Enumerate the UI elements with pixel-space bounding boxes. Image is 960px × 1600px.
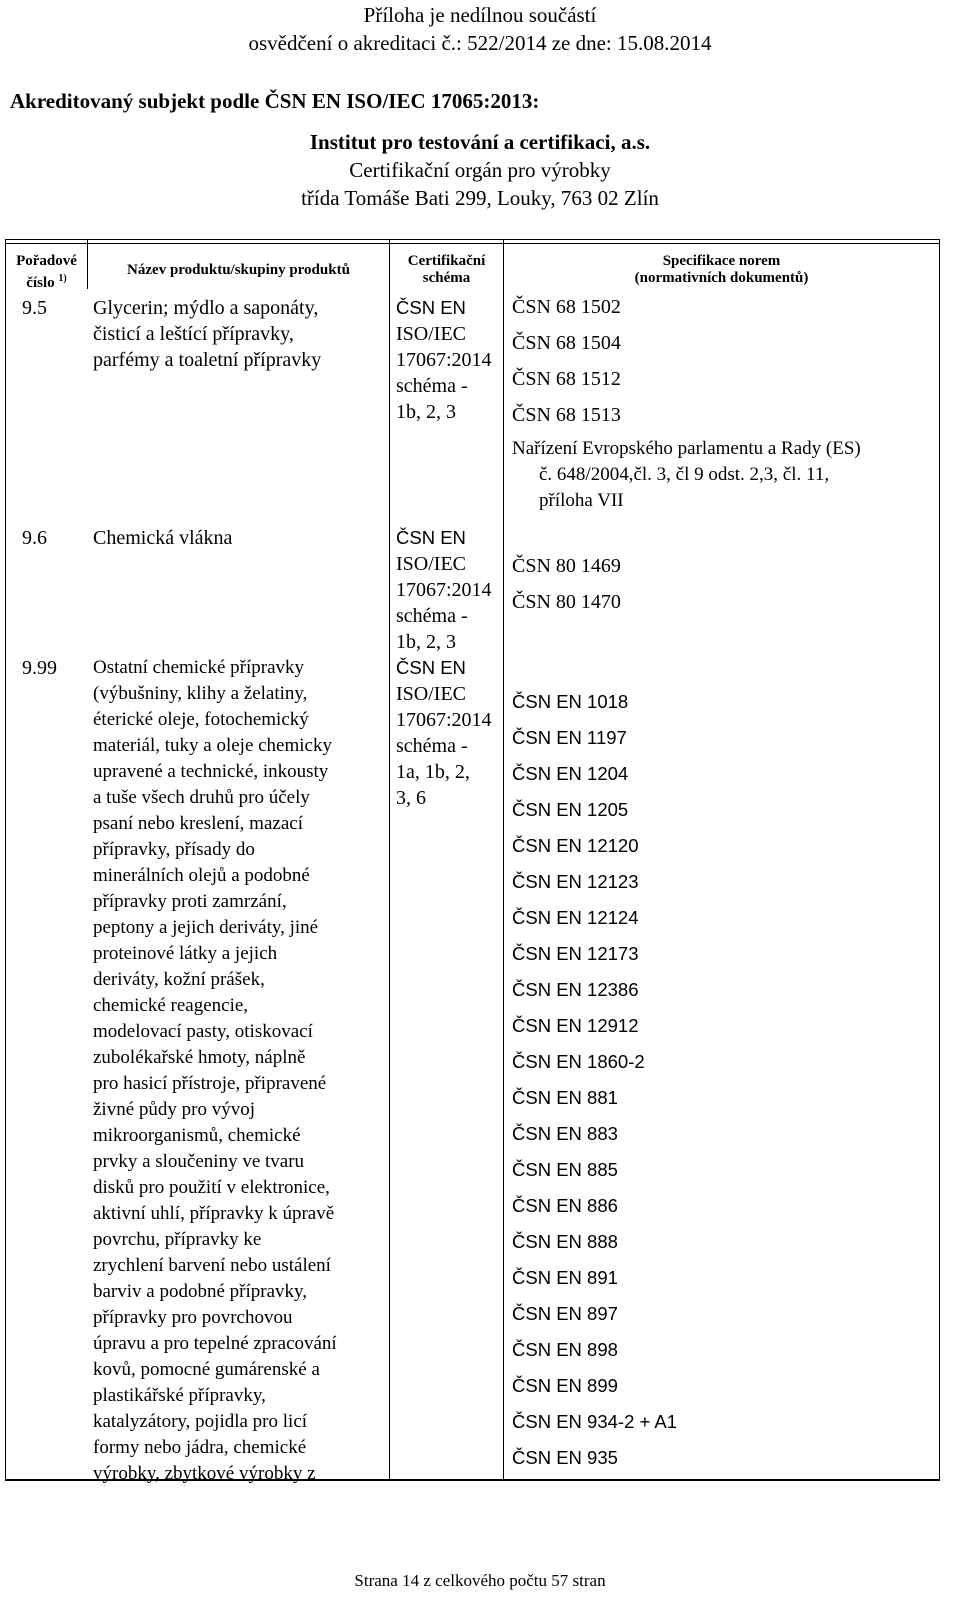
product-line: Glycerin; mýdlo a saponáty, (93, 297, 319, 319)
col-header-scheme-line2: schéma (422, 270, 471, 286)
scheme-line: ČSN EN (396, 527, 466, 548)
standard-item: ČSN EN 1860-2 (512, 1051, 645, 1072)
standard-item: ČSN 68 1504 (512, 332, 621, 354)
scheme-line: ČSN EN (396, 297, 466, 318)
product-line: zrychlení barvení nebo ustálení (93, 1255, 331, 1276)
certification-scheme (396, 655, 492, 811)
col-header-spec (504, 253, 939, 287)
scheme-line: 1a, 1b, 2, (396, 761, 470, 783)
product-line: aktivní uhlí, přípravky k úpravě (93, 1203, 335, 1224)
col-divider-2 (389, 239, 390, 1481)
institute-name: Institut pro testování a certifikaci, a.s. (309, 130, 651, 154)
standards-list (512, 684, 677, 1476)
scheme-line: 17067:2014 (396, 709, 492, 731)
regulation-line: Nařízení Evropského parlamentu a Rady (ES) (512, 438, 861, 459)
page-footer: Strana 14 z celkového počtu 57 stran (354, 1571, 606, 1590)
scheme-line: 3, 6 (396, 787, 426, 809)
scheme-line: 17067:2014 (396, 579, 492, 601)
standard-item: ČSN EN 934-2 + A1 (512, 1411, 678, 1432)
product-line: chemické reagencie, (93, 995, 249, 1016)
certification-body: Certifikační orgán pro výrobky (349, 158, 611, 182)
product-line: katalyzátory, pojidla pro licí (93, 1411, 308, 1432)
standard-item: ČSN EN 899 (512, 1375, 618, 1396)
col-header-product: Název produktu/skupiny produktů (127, 262, 350, 278)
standard-item: ČSN EN 886 (512, 1195, 618, 1216)
product-line: kovů, pomocné gumárenské a (93, 1359, 320, 1380)
standard-item: ČSN 68 1512 (512, 368, 621, 390)
product-name: Chemická vlákna (93, 527, 233, 549)
product-line: živné půdy pro vývoj (93, 1099, 256, 1120)
standard-item: ČSN EN 885 (512, 1159, 618, 1180)
product-line: plastikářské přípravky, (93, 1385, 266, 1406)
standard-item: ČSN EN 888 (512, 1231, 618, 1252)
product-line: zubolékařské hmoty, náplně (93, 1047, 306, 1068)
product-line: prvky a sloučeniny ve tvaru (93, 1151, 305, 1172)
standard-item: ČSN EN 898 (512, 1339, 618, 1360)
header-annex-note: Příloha je nedílnou součástí (363, 3, 597, 27)
col-header-order (6, 253, 87, 292)
product-line: barviv a podobné přípravky, (93, 1281, 308, 1302)
col-header-scheme-line1: Certifikační (407, 253, 486, 269)
regulation-line: č. 648/2004,čl. 3, čl 9 odst. 2,3, čl. 11, (539, 464, 830, 485)
standard-item: ČSN EN 12173 (512, 943, 639, 964)
standard-item: ČSN EN 12386 (512, 979, 639, 1000)
product-line: povrchu, přípravky ke (93, 1229, 262, 1250)
certification-scheme (396, 295, 492, 425)
product-line: přípravky pro povrchovou (93, 1307, 293, 1328)
standard-item: ČSN EN 935 (512, 1447, 618, 1468)
product-line: psaní nebo kreslení, mazací (93, 813, 303, 834)
standard-item: ČSN EN 897 (512, 1303, 618, 1324)
product-line: Ostatní chemické přípravky (93, 657, 305, 678)
product-line: parfémy a toaletní přípravky (93, 349, 322, 371)
product-line: přípravky, přísady do (93, 839, 255, 860)
product-line: (výbušniny, klihy a želatiny, (93, 683, 308, 704)
product-line: a tuše všech druhů pro účely (93, 787, 310, 808)
standards-list (512, 289, 621, 433)
standard-item: ČSN 80 1470 (512, 591, 621, 613)
regulation-note (512, 436, 937, 514)
product-line: čisticí a leštící přípravky, (93, 323, 294, 345)
product-line: peptony a jejich deriváty, jiné (93, 917, 319, 938)
product-line: mikroorganismů, chemické (93, 1125, 301, 1146)
standard-item: ČSN EN 12124 (512, 907, 639, 928)
standards-list (512, 548, 621, 620)
regulation-line: příloha VII (539, 490, 624, 511)
product-line: materiál, tuky a oleje chemicky (93, 735, 332, 756)
scheme-line: ČSN EN (396, 657, 466, 678)
standard-item: ČSN 68 1513 (512, 404, 621, 426)
row-number: 9.6 (22, 527, 47, 549)
standard-item: ČSN 68 1502 (512, 296, 621, 318)
col-divider-3 (503, 239, 504, 1481)
row-number: 9.99 (22, 657, 57, 679)
scheme-line: 17067:2014 (396, 349, 492, 371)
standard-item: ČSN EN 891 (512, 1267, 618, 1288)
standard-item: ČSN EN 12123 (512, 871, 639, 892)
col-header-spec-line2: (normativních dokumentů) (634, 270, 809, 286)
col-header-scheme (390, 253, 503, 287)
institute-address: třída Tomáše Bati 299, Louky, 763 02 Zlín (301, 186, 659, 210)
certification-scheme (396, 525, 492, 655)
col-header-order-line1: Pořadové (16, 253, 77, 269)
product-line: disků pro použití v elektronice, (93, 1177, 330, 1198)
product-line: minerálních olejů a podobné (93, 865, 310, 886)
col-header-order-word: číslo (26, 275, 55, 291)
standard-item: ČSN EN 12912 (512, 1015, 639, 1036)
product-line: formy nebo jádra, chemické (93, 1437, 307, 1458)
table-right-border (939, 239, 940, 1481)
product-line: deriváty, kožní prášek, (93, 969, 265, 990)
scheme-line: 1b, 2, 3 (396, 401, 456, 423)
standard-item: ČSN 80 1469 (512, 555, 621, 577)
product-line: éterické oleje, fotochemický (93, 709, 309, 730)
scheme-line: schéma - (396, 375, 468, 397)
table-left-border (5, 239, 6, 1481)
accredited-subject: Akreditovaný subjekt podle ČSN EN ISO/IEC 17065:2013: (10, 89, 540, 113)
standard-item: ČSN EN 1018 (512, 691, 629, 712)
product-line: úpravu a pro tepelné zpracování (93, 1333, 337, 1354)
standard-item: ČSN EN 881 (512, 1087, 618, 1108)
product-line: modelovací pasty, otiskovací (93, 1021, 313, 1042)
scheme-line: ISO/IEC (396, 323, 466, 345)
row-number: 9.5 (22, 297, 47, 319)
scheme-line: schéma - (396, 735, 468, 757)
product-line: výrobky, zbytkové výrobky z (93, 1463, 316, 1484)
product-line: upravené a technické, inkousty (93, 761, 329, 782)
col-header-spec-line1: Specifikace norem (662, 253, 781, 269)
scheme-line: ISO/IEC (396, 683, 466, 705)
header-accreditation-ref: osvědčení o akreditaci č.: 522/2014 ze dne: 15.08.2014 (248, 31, 712, 55)
product-line: proteinové látky a jejich (93, 943, 278, 964)
product-line: přípravky proti zamrzání, (93, 891, 287, 912)
standard-item: ČSN EN 12120 (512, 835, 639, 856)
standard-item: ČSN EN 1197 (512, 727, 627, 748)
product-name (93, 655, 337, 1487)
standard-item: ČSN EN 1205 (512, 799, 629, 820)
table-top-border (5, 239, 940, 240)
scheme-line: schéma - (396, 605, 468, 627)
standard-item: ČSN EN 1204 (512, 763, 629, 784)
table-top-border-inner (5, 243, 940, 244)
product-name (93, 295, 321, 373)
scheme-line: 1b, 2, 3 (396, 631, 456, 653)
standard-item: ČSN EN 883 (512, 1123, 618, 1144)
col-header-order-line2 (6, 270, 87, 292)
product-line: pro hasicí přístroje, připravené (93, 1073, 327, 1094)
scheme-line: ISO/IEC (396, 553, 466, 575)
footnote-marker: 1) (58, 273, 67, 284)
